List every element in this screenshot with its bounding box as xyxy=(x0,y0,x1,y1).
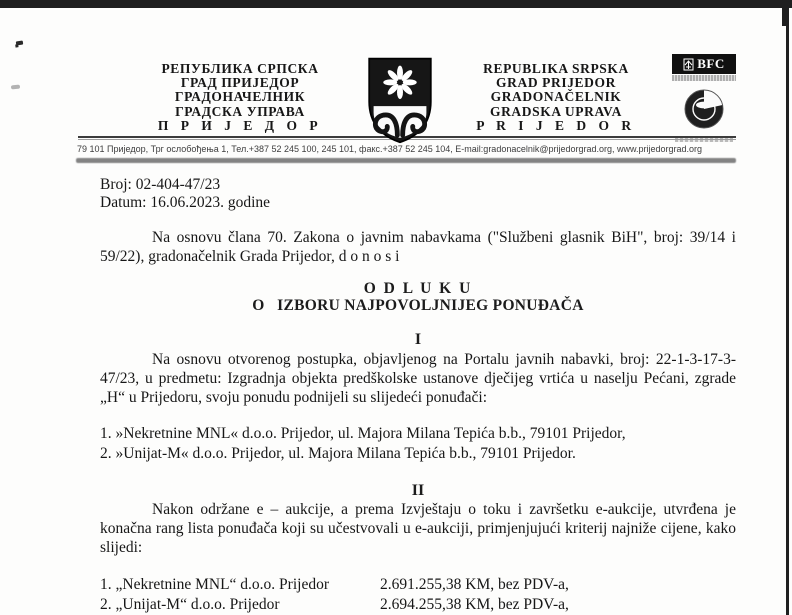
decision-title: O D L U K U xyxy=(363,280,473,297)
header-latin-block xyxy=(438,62,674,133)
bidders-list xyxy=(100,424,740,464)
header-line: ГРАДОНАЧЕЛНИК xyxy=(174,89,306,105)
prijedor-coat-of-arms xyxy=(357,56,443,144)
header-line: РЕПУБЛИКА СРПСКА xyxy=(161,61,319,76)
header-line: ГРАДСКА УПРАВА xyxy=(175,103,305,119)
document-meta xyxy=(100,176,270,211)
certification-logos xyxy=(668,54,740,142)
header-line: GRADONAČELNIK xyxy=(490,89,622,105)
ranking-bidder-name: 1. „Nekretnine MNL“ d.o.o. Prijedor xyxy=(100,576,329,593)
document-number: Broj: 02-404-47/23 xyxy=(100,176,221,193)
bidder-item: 2. »Unijat-M« d.o.o. Prijedor, ul. Majora Milana Tepića b.b., 79101 Prijedor. xyxy=(100,445,576,462)
stray-ink-mark xyxy=(11,85,20,90)
scan-top-edge xyxy=(0,0,792,8)
ranking-list xyxy=(100,575,740,615)
section-2-paragraph: Nakon održane e – aukcije, a prema Izvještaju o toku i završetku e-aukcije, utvrđena je konačna rang lista ponuđača koji su učestvovali u e-aukciji, primjenjujući kriterij najniže cijene, kako slijedi: xyxy=(100,501,736,556)
header-divider-bar xyxy=(76,158,736,163)
ranking-row xyxy=(100,595,740,615)
bfc-logo-subtext xyxy=(672,75,736,81)
header-line: P R I J E D O R xyxy=(476,117,636,133)
decision-subtitle: O IZBORU NAJPOVOLJNIJEG PONUĐAČA xyxy=(252,297,584,314)
scan-right-edge xyxy=(786,0,789,615)
header-line: GRADSKA UPRAVA xyxy=(489,103,623,119)
ranking-bidder-name: 2. „Unijat-M“ d.o.o. Prijedor xyxy=(100,596,280,613)
intro-paragraph: Na osnovu člana 70. Zakona o javnim nabavkama ("Službeni glasnik BiH", broj: 39/14 i 59/22), gradonačelnik Grada Prijedor, d o n o s i xyxy=(100,229,736,265)
ranking-bidder-price: 2.691.255,38 KM, bez PDV-a, xyxy=(380,576,569,593)
bidder-item: 1. »Nekretnine MNL« d.o.o. Prijedor, ul. Majora Milana Tepića b.b., 79101 Prijedor, xyxy=(100,425,626,442)
stray-ink-mark xyxy=(16,41,23,46)
contact-info-line: 79 101 Приједор, Трг ослобођења 1, Тел.+387 52 245 100, 245 101, факс.+387 52 245 104, E-mail:gradonacelnik@prijedorgrad.org, www.prijedorgrad.org xyxy=(77,144,703,154)
section-1-heading: I xyxy=(414,331,422,348)
certificate-round-logo xyxy=(683,88,725,130)
sun-flower-icon xyxy=(383,66,416,99)
ranking-bidder-price: 2.694.255,38 KM, bez PDV-a, xyxy=(380,596,569,613)
header-line: ГРАД ПРИЈЕДОР xyxy=(180,75,300,91)
header-line: REPUBLIKA SRPSKA xyxy=(483,61,629,76)
bfc-logo-text: BFC xyxy=(697,56,725,71)
section-1-paragraph: Na osnovu otvorenog postupka, objavljenog na Portalu javnih nabavki, broj: 22-1-3-17-3-47/23, u predmetu: Izgradnja objekta predškolske ustanove dječijeg vrtića u naselju Pećani, zgrade „H“ u Prijedoru, svoju ponudu podnijeli su slijedeći ponuđači: xyxy=(100,351,736,406)
header-line: GRAD PRIJEDOR xyxy=(496,75,616,91)
scan-right-corner xyxy=(782,0,789,26)
bfc-logo xyxy=(672,54,736,74)
header-line: П Р И Ј Е Д О Р xyxy=(157,117,323,133)
header-cyrillic-block xyxy=(122,62,358,133)
section-2-heading: II xyxy=(411,482,425,499)
document-date: Datum: 16.06.2023. godine xyxy=(100,193,271,211)
bfc-seal-icon xyxy=(683,58,694,71)
ranking-row xyxy=(100,575,740,595)
